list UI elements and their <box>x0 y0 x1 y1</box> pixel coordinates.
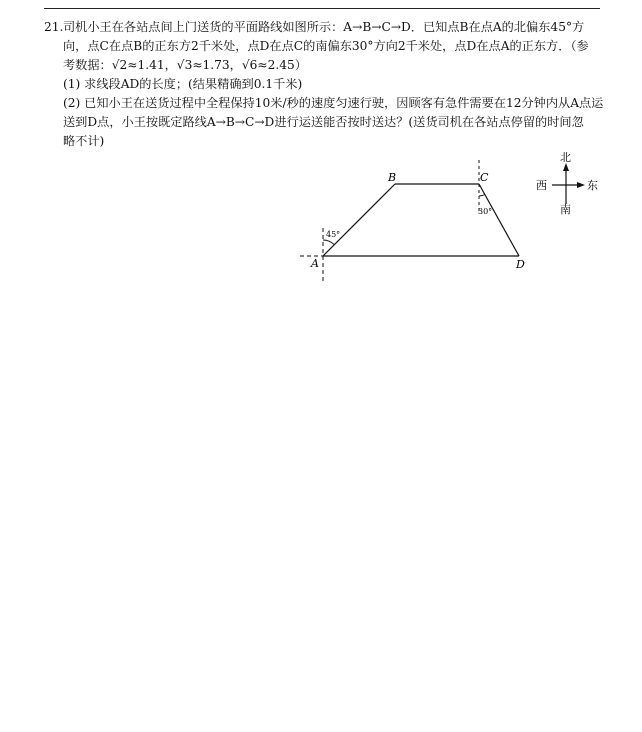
compass-icon <box>552 163 585 204</box>
angle-arc-a <box>323 240 334 245</box>
point-label-c: C <box>480 171 489 184</box>
problem-21 <box>44 18 604 151</box>
stem-line-1: 21.司机小王在各站点间上门送货的平面路线如图所示：A→B→C→D．已知点B在点A的北偏东45°方 <box>44 18 604 37</box>
part-2-line-2: 送到D点，小王按既定路线A→B→C→D进行运送能否按时送达？(送货司机在各站点停留的时间忽 <box>63 115 584 129</box>
segment-cd <box>479 184 519 256</box>
angle-label-c: 30° <box>478 207 493 216</box>
problem-number: 21. <box>44 20 64 34</box>
compass-south-label: 南 <box>560 203 571 216</box>
route-figure <box>290 150 610 294</box>
point-label-d: D <box>516 258 525 271</box>
route-diagram <box>290 150 610 290</box>
stem-line-3: 考数据：√2≈1.41，√3≈1.73，√6≈2.45） <box>63 58 307 72</box>
compass-west-label: 西 <box>536 179 547 192</box>
stem-line-2: 向，点C在点B的正东方2千米处，点D在点C的南偏东30°方向2千米处，点D在点A的正东方．（参 <box>63 39 589 53</box>
point-label-a: A <box>311 257 319 270</box>
top-rule <box>44 8 600 9</box>
compass-north-label: 北 <box>560 151 571 164</box>
point-label-b: B <box>388 171 397 184</box>
angle-arc-c <box>479 195 485 197</box>
part-2-line-3: 略不计) <box>63 134 105 148</box>
part-2-line-1: (2) 已知小王在送货过程中全程保持10米/秒的速度匀速行驶，因顾客有急件需要在12分钟内从A点运 <box>63 96 604 110</box>
part-1: (1) 求线段AD的长度；(结果精确到0.1千米) <box>63 77 303 91</box>
angle-label-a: 45° <box>326 230 341 239</box>
compass-east-label: 东 <box>587 179 598 192</box>
segment-ab <box>323 184 395 256</box>
